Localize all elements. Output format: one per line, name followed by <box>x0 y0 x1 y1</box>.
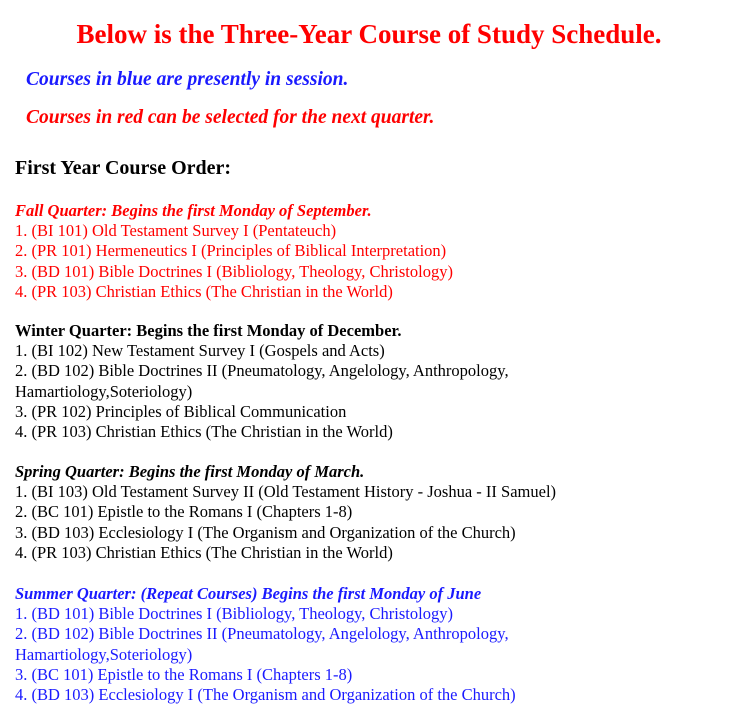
spring-quarter-heading: Spring Quarter: Begins the first Monday of March. <box>15 462 365 481</box>
course-item: 1. (BD 101) Bible Doctrines I (Bibliology, Theology, Christology) <box>15 604 453 624</box>
course-item: 2. (PR 101) Hermeneutics I (Principles of Biblical Interpretation) <box>15 241 447 261</box>
course-item: 4. (PR 103) Christian Ethics (The Christian in the World) <box>15 281 393 301</box>
legend-in-session: Courses in blue are presently in session. <box>26 69 349 90</box>
course-item: 1. (BI 103) Old Testament Survey II (Old Testament History - Joshua - II Samuel) <box>15 482 557 502</box>
course-item: 3. (PR 102) Principles of Biblical Communication <box>15 401 347 421</box>
course-item: 4. (PR 103) Christian Ethics (The Christian in the World) <box>15 542 393 562</box>
course-item: 4. (BD 103) Ecclesiology I (The Organism and Organization of the Church) <box>15 685 516 705</box>
course-item: 3. (BC 101) Epistle to the Romans I (Chapters 1-8) <box>15 664 353 684</box>
course-item: 2. (BD 102) Bible Doctrines II (Pneumatology, Angelology, Anthropology, <box>15 624 509 644</box>
course-item-continuation: Hamartiology,Soteriology) <box>15 644 193 664</box>
course-item: 3. (BD 101) Bible Doctrines I (Bibliology, Theology, Christology) <box>15 261 453 281</box>
course-item: 2. (BD 102) Bible Doctrines II (Pneumatology, Angelology, Anthropology, <box>15 361 509 381</box>
course-item: 1. (BI 102) New Testament Survey I (Gospels and Acts) <box>15 341 385 361</box>
summer-quarter-heading: Summer Quarter: (Repeat Courses) Begins the first Monday of June <box>15 584 482 603</box>
first-year-heading: First Year Course Order: <box>15 157 232 179</box>
page-title: Below is the Three-Year Course of Study Schedule. <box>76 19 662 49</box>
winter-quarter-section <box>15 321 730 442</box>
course-item: 1. (BI 101) Old Testament Survey I (Pentateuch) <box>15 221 337 241</box>
winter-quarter-heading: Winter Quarter: Begins the first Monday of December. <box>15 321 402 340</box>
course-item: 2. (BC 101) Epistle to the Romans I (Chapters 1-8) <box>15 502 353 522</box>
fall-quarter-heading: Fall Quarter: Begins the first Monday of September. <box>15 201 372 220</box>
summer-quarter-section <box>15 584 730 705</box>
course-item-continuation: Hamartiology,Soteriology) <box>15 381 193 401</box>
course-item: 4. (PR 103) Christian Ethics (The Christian in the World) <box>15 422 393 442</box>
fall-quarter-section <box>15 201 730 302</box>
course-item: 3. (BD 103) Ecclesiology I (The Organism and Organization of the Church) <box>15 522 516 542</box>
spring-quarter-section <box>15 462 730 563</box>
legend-next-quarter: Courses in red can be selected for the next quarter. <box>26 107 435 128</box>
